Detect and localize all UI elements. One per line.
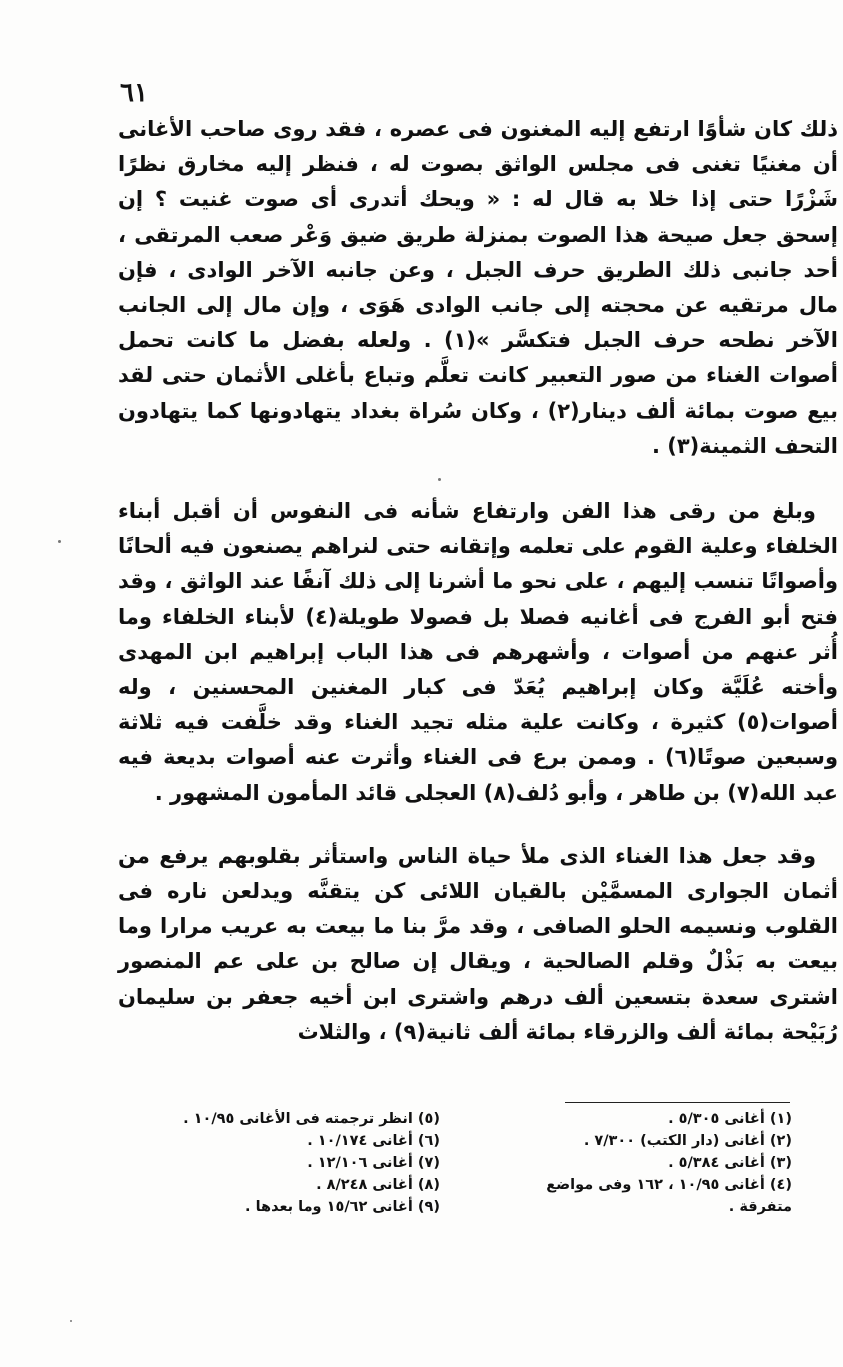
footnote-3: (٣) أغانى ٥/٣٨٤ .: [668, 1155, 792, 1171]
page-number: ٦١: [120, 78, 148, 108]
scan-speck: [70, 1320, 72, 1322]
paragraph-1: ذلك كان شأوًا ارتفع إليه المغنون فى عصره ، فقد روى صاحب الأغانى أن مغنيًا تغنى فى مجلس الواثق بصوت له ، فنظر إليه مخارق نظرًا شَزْرًا حتى إذا خلا به قال له : « ويحك أتدرى أى صوت غنيت ؟ إن إسحق جعل صيحة هذا الصوت بمنزلة طريق ضيق وَعْر صعب المرتقى ، أحد جانبى ذلك الطريق حرف الجبل ، وعن جانبه الآخر الوادى ، فإن مال مرتقيه عن محجته إلى جانب الوادى هَوَى ، وإن مال إلى الجانب الآخر نطحه حرف الجبل فتكسَّر »(١) . ولعله بفضل ما كانت تحمل أصوات الغناء من صور التعبير كانت تعلَّم وتباع بأغلى الأثمان حتى لقد بيع صوت بمائة ألف دينار(٢) ، وكان سُراة بغداد يتهادونها كما يتهادون التحف الثمينة(٣) .: [118, 117, 839, 458]
scan-speck: [58, 540, 61, 543]
paragraph-3: وقد جعل هذا الغناء الذى ملأ حياة الناس واستأثر بقلوبهم يرفع من أثمان الجوارى المسمَّيْن بالقيان اللائى كن يتقنَّه ويدلعن ناره فى القلوب ونسيمه الحلو الصافى ، وقد مرَّ بنا ما بيعت به عريب مرارا وما بيعت به بَذْلٌ وقلم الصالحية ، ويقال إن صالح بن على عم المنصور اشترى سعدة بتسعين ألف درهم واشترى ابن أخيه جعفر بن سليمان رُبَيْحة بمائة ألف والزرقاء بمائة ألف ثانية(٩) ، والثلاث: [118, 843, 838, 1044]
footnote-7: (٧) أغانى ١٢/١٠٦ .: [307, 1155, 440, 1171]
footnotes-left-column: [140, 1108, 440, 1218]
footnote-divider: [565, 1102, 790, 1103]
footnote-8: (٨) أغانى ٨/٢٤٨ .: [316, 1177, 440, 1193]
footnote-5: (٥) انظر ترجمته فى الأغانى ١٠/٩٥ .: [183, 1111, 440, 1127]
footnote-1: (١) أغانى ٥/٣٠٥ .: [668, 1111, 792, 1127]
footnote-6: (٦) أغانى ١٠/١٧٤ .: [307, 1133, 440, 1149]
footnote-4: (٤) أغانى ١٠/٩٥ ، ١٦٢ وفى مواضع متفرقة .: [546, 1177, 792, 1215]
footnote-2: (٢) أغانى (دار الكتب) ٧/٣٠٠ .: [583, 1133, 792, 1149]
footnote-9: (٩) أغانى ١٥/٦٢ وما بعدها .: [245, 1199, 440, 1215]
paragraph-2: وبلغ من رقى هذا الفن وارتفاع شأنه فى النفوس أن أقبل أبناء الخلفاء وعلية القوم على تعلمه وإتقانه حتى لنراهم يصنعون فيه ألحانًا وأصواتًا تنسب إليهم ، على نحو ما أشرنا إلى ذلك آنفًا عند الواثق ، وقد فتح أبو الفرج فى أغانيه فصلا بل فصولا طويلة(٤) لأبناء الخلفاء وما أُثر عنهم من أصوات ، وأشهرهم فى هذا الباب إبراهيم ابن المهدى وأخته عُلَيَّة وكان إبراهيم يُعَدّ فى كبار المغنين المحسنين ، وله أصوات(٥) كثيرة ، وكانت علية مثله تجيد الغناء وقد خلَّفت فيه ثلاثة وسبعين صوتًا(٦) . وممن برع فى الغناء وأثرت عنه أصوات بديعة فيه عبد الله(٧) بن طاهر ، وأبو دُلف(٨) العجلى قائد المأمون المشهور .: [118, 499, 838, 805]
scan-speck: [438, 478, 441, 481]
body-text: [118, 112, 838, 1050]
footnotes-right-column: [500, 1108, 792, 1218]
